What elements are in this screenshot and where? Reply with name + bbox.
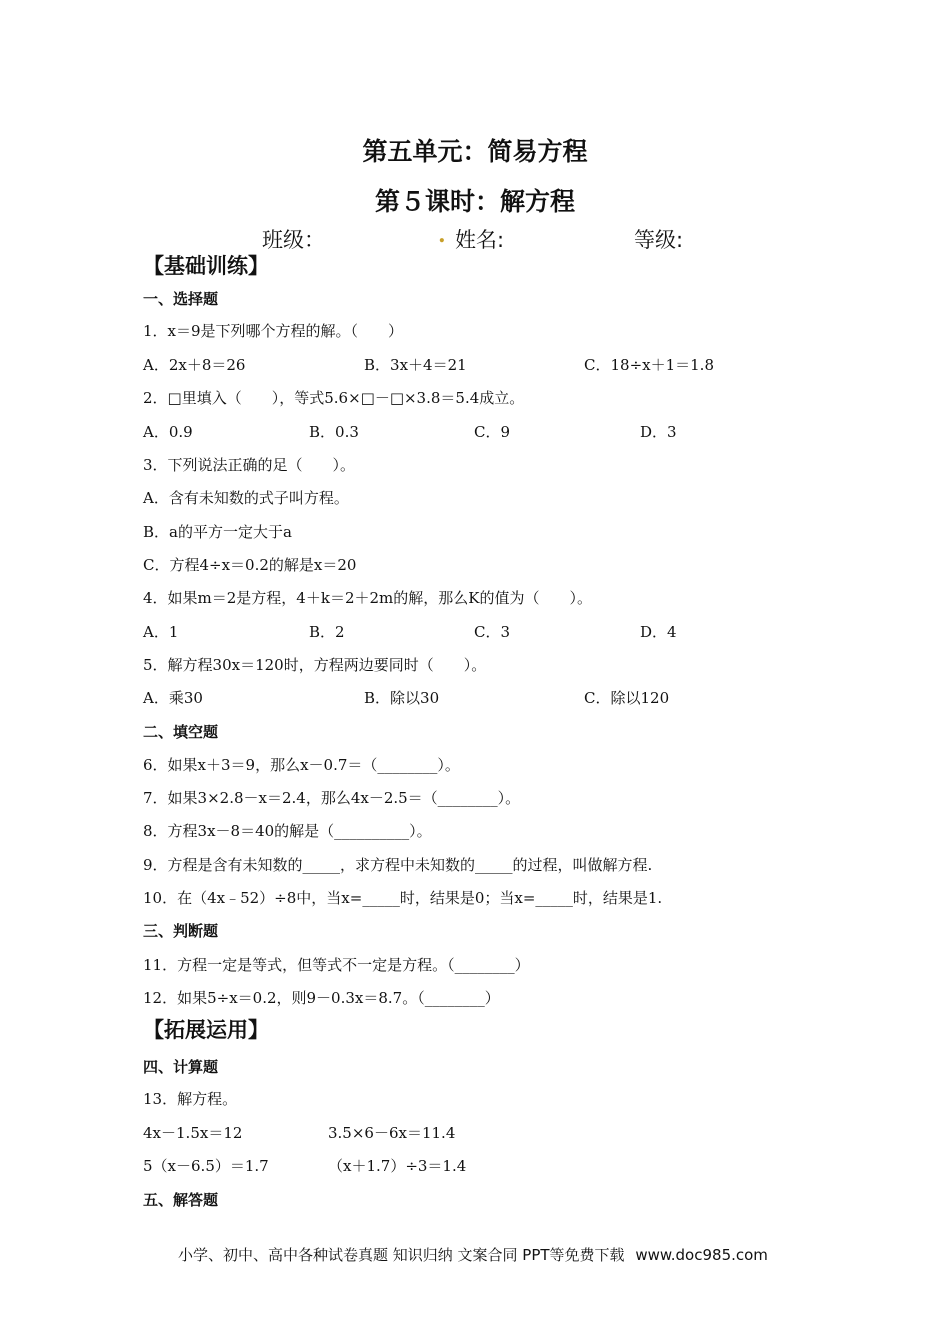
question-12: 12．如果5÷x＝0.2，则9－0.3x＝8.7。（________）: [143, 989, 500, 1007]
q2-option-b: B．0.3: [309, 423, 359, 441]
equation-4: （x＋1.7）÷3＝1.4: [328, 1157, 467, 1175]
q2-option-a: A．0.9: [143, 423, 193, 441]
q2-option-c: C．9: [474, 423, 511, 441]
question-7: 7．如果3×2.8－x＝2.4，那么4x－2.5＝（________）。: [143, 789, 521, 807]
q4-option-d: D．4: [640, 623, 677, 641]
q3-option-c: C．方程4÷x＝0.2的解是x＝20: [143, 556, 357, 574]
question-13: 13．解方程。: [143, 1090, 238, 1108]
equation-3: 5（x－6.5）＝1.7: [143, 1157, 269, 1175]
question-6: 6．如果x＋3＝9，那么x－0.7＝（________）。: [143, 756, 460, 774]
q4-option-a: A．1: [143, 623, 179, 641]
q3-option-a: A．含有未知数的式子叫方程。: [143, 489, 349, 507]
footer-text: [178, 1244, 768, 1265]
q1-option-b: B．3x＋4＝21: [364, 356, 467, 374]
question-5: 5．解方程30x＝120时，方程两边要同时（ ）。: [143, 656, 487, 674]
section-calc-heading: 四、计算题: [143, 1058, 219, 1076]
section-judge-heading: 三、判断题: [143, 922, 219, 940]
basic-training-heading: 【基础训练】: [143, 254, 269, 278]
footer-url[interactable]: www.doc985.com: [635, 1246, 768, 1264]
class-label: 班级：: [262, 228, 325, 252]
equation-2: 3.5×6－6x＝11.4: [328, 1124, 456, 1142]
question-1: 1．x＝9是下列哪个方程的解。（ ）: [143, 322, 404, 340]
lesson-subtitle: 第５课时：解方程: [374, 187, 575, 216]
name-label: 姓名:: [455, 228, 505, 252]
q5-option-b: B．除以30: [364, 689, 440, 707]
q1-option-a: A．2x＋8＝26: [143, 356, 246, 374]
q5-option-c: C．除以120: [584, 689, 670, 707]
section-answer-heading: 五、解答题: [143, 1191, 219, 1209]
q2-option-d: D．3: [640, 423, 677, 441]
separator-dot: .: [438, 222, 446, 248]
question-9: 9．方程是含有未知数的_____，求方程中未知数的_____的过程，叫做解方程.: [143, 856, 653, 874]
question-8: 8．方程3x－8＝40的解是（__________）。: [143, 822, 432, 840]
question-10: 10．在（4x﹣52）÷8中，当x=_____时，结果是0；当x=_____时，结果是1.: [143, 889, 663, 907]
section-fill-heading: 二、填空题: [143, 723, 219, 741]
equation-1: 4x－1.5x＝12: [143, 1124, 243, 1142]
section-choice-heading: 一、选择题: [143, 290, 219, 308]
q4-option-c: C．3: [474, 623, 511, 641]
q3-option-b: B．a的平方一定大于a: [143, 523, 292, 541]
grade-label: 等级:: [634, 228, 684, 252]
page-title: 第五单元：简易方程: [362, 137, 588, 166]
q5-option-a: A．乘30: [143, 689, 203, 707]
question-2: 2．□里填入（ ），等式5.6×□－□×3.8＝5.4成立。: [143, 389, 525, 407]
extension-heading: 【拓展运用】: [143, 1018, 269, 1042]
question-11: 11．方程一定是等式，但等式不一定是方程。（________）: [143, 956, 530, 974]
q1-option-c: C．18÷x＋1＝1.8: [584, 356, 714, 374]
footer-description: 小学、初中、高中各种试卷真题 知识归纳 文案合同 PPT等免费下载: [178, 1246, 625, 1264]
question-4: 4．如果m＝2是方程，4＋k＝2＋2m的解，那么K的值为（ ）。: [143, 589, 592, 607]
question-3: 3．下列说法正确的足（ ）。: [143, 456, 356, 474]
q4-option-b: B．2: [309, 623, 345, 641]
